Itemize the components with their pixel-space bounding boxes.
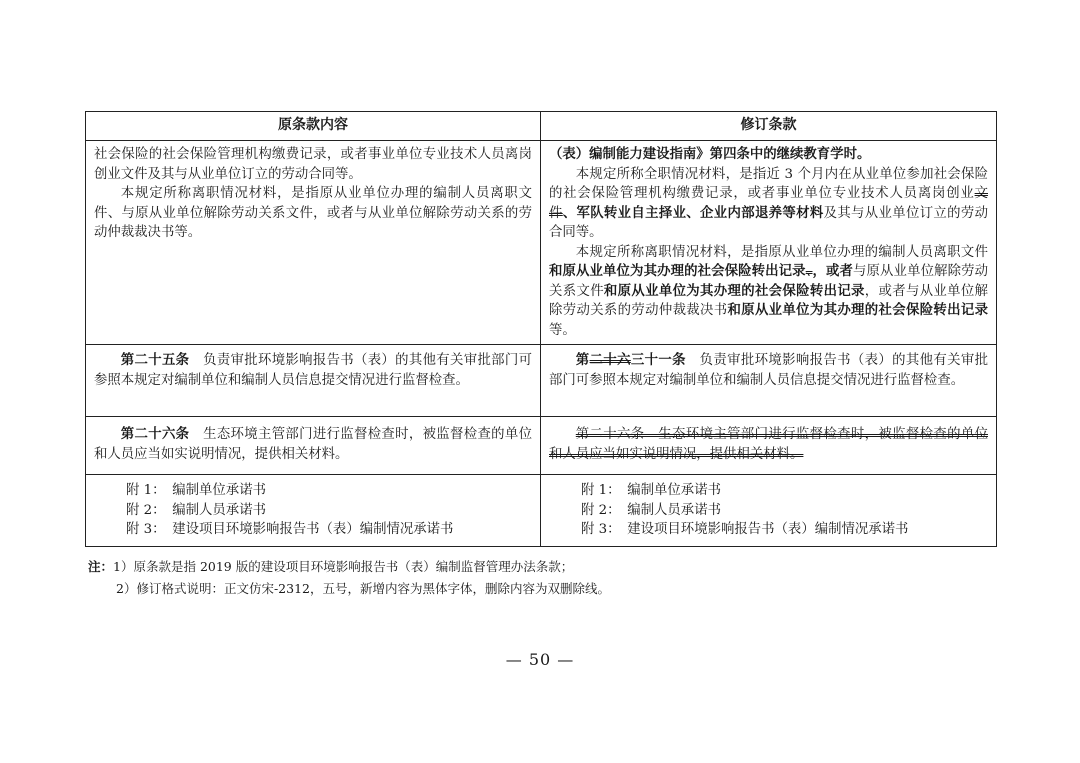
clause-paragraph [549, 145, 988, 165]
deleted-text: 文件 [549, 186, 988, 221]
inserted-text: ，或者 [812, 264, 854, 279]
clause-paragraph [549, 425, 988, 464]
clause-text: 生态环境主管部门进行监督检查时，被监督检查的单位和人员应当如实说明情况，提供相关材料。 [94, 427, 533, 462]
appendix-original-cell [86, 475, 541, 547]
clause-text: 社会保险的社会保险管理机构缴费记录，或者事业单位专业技术人员离岗创业文件及其与从业单位订立的劳动合同等。 [94, 147, 532, 182]
table-row [86, 345, 997, 417]
appendix-item: 附 2： 编制人员承诺书 [126, 502, 266, 518]
clause-text: ，或者与从业单位解除劳动关系的劳动仲裁裁决书 [549, 283, 989, 318]
deleted-text: 、 [805, 264, 813, 279]
appendix-item: 附 1： 编制单位承诺书 [581, 483, 721, 498]
clause-text: 等。 [549, 322, 576, 338]
clause-paragraph [94, 351, 532, 390]
clause-paragraph [94, 145, 532, 184]
revised-clause-cell [541, 345, 997, 417]
appendix-item: 附 3： 建设项目环境影响报告书（表）编制情况承诺书 [581, 522, 909, 537]
header-revised-clause: 修订条款 [541, 112, 997, 141]
clause-paragraph [549, 351, 988, 390]
original-clause-cell [86, 141, 541, 345]
inserted-text: 三十一条 [630, 353, 686, 368]
clause-text: 及其与从业单位订立的劳动合同等。 [549, 205, 989, 240]
header-original-clause: 原条款内容 [86, 112, 541, 141]
footnote-label: 注： [88, 559, 114, 574]
inserted-text: 和原从业单位为其办理的社会保险转出记录 [603, 283, 865, 299]
footnote-1-text: 1）原条款是指 2019 版的建设项目环境影响报告书（表）编制监督管理办法条款； [113, 559, 574, 574]
revision-comparison-table [85, 111, 997, 547]
clause-text: 本规定所称离职情况材料，是指原从业单位办理的编制人员离职文件、与原从业单位解除劳动关系文件，或者与从业单位解除劳动关系的劳动仲裁裁决书等。 [94, 186, 532, 240]
deleted-text: 二十六 [589, 353, 631, 368]
inserted-text: 和原从业单位为其办理的社会保险转出记录 [727, 303, 989, 318]
footnote-2: 2）修订格式说明：正文仿宋-2312，五号，新增内容为黑体字体，删除内容为双删除线。 [116, 581, 610, 596]
inserted-text: 第二十六条 [120, 427, 190, 442]
clause-paragraph [549, 165, 988, 243]
table-row [86, 141, 997, 345]
inserted-text: 第 [575, 353, 590, 368]
deleted-text: 第二十六条 生态环境主管部门进行监督检查时，被监督检查的单位和人员应当如实说明情况，提供相关材料。 [549, 427, 988, 462]
table-row [86, 417, 997, 475]
revised-clause-cell [541, 417, 997, 475]
appendix-item: 附 2： 编制人员承诺书 [581, 502, 721, 518]
clause-paragraph [94, 184, 532, 243]
original-clause-cell [86, 345, 541, 417]
clause-text: 本规定所称全职情况材料，是指近 3 个月内在从业单位参加社会保险的社会保险管理机构缴费记录，或者事业单位专业技术人员离岗创业 [549, 166, 988, 201]
inserted-text: 第二十五条 [120, 353, 190, 368]
clause-paragraph [94, 425, 532, 464]
inserted-text: 和原从业单位为其办理的社会保险转出记录 [549, 264, 806, 279]
original-clause-cell [86, 417, 541, 475]
footnote-1 [88, 556, 988, 578]
clause-paragraph [549, 243, 988, 341]
appendix-revised-cell [541, 475, 997, 547]
inserted-text: 、军队转业自主择业、企业内部退养等材料 [562, 205, 824, 221]
table-row [86, 475, 997, 547]
inserted-text: （表）编制能力建设指南》第四条中的继续教育学时。 [549, 147, 871, 162]
appendix-item: 附 1： 编制单位承诺书 [126, 483, 266, 498]
page-number: — 50 — [505, 650, 575, 669]
appendix-item: 附 3： 建设项目环境影响报告书（表）编制情况承诺书 [126, 522, 454, 537]
clause-text: 本规定所称离职情况材料，是指原从业单位办理的编制人员离职文件 [575, 244, 988, 260]
footnotes [88, 556, 988, 600]
revised-clause-cell [541, 141, 997, 345]
table-header-row [86, 112, 997, 141]
clause-text: 负责审批环境影响报告书（表）的其他有关审批部门可参照本规定对编制单位和编制人员信息提交情况进行监督检查。 [549, 353, 989, 388]
clause-text: 负责审批环境影响报告书（表）的其他有关审批部门可参照本规定对编制单位和编制人员信息提交情况进行监督检查。 [94, 353, 533, 388]
clause-text: 与原从业单位解除劳动关系文件 [549, 264, 989, 299]
